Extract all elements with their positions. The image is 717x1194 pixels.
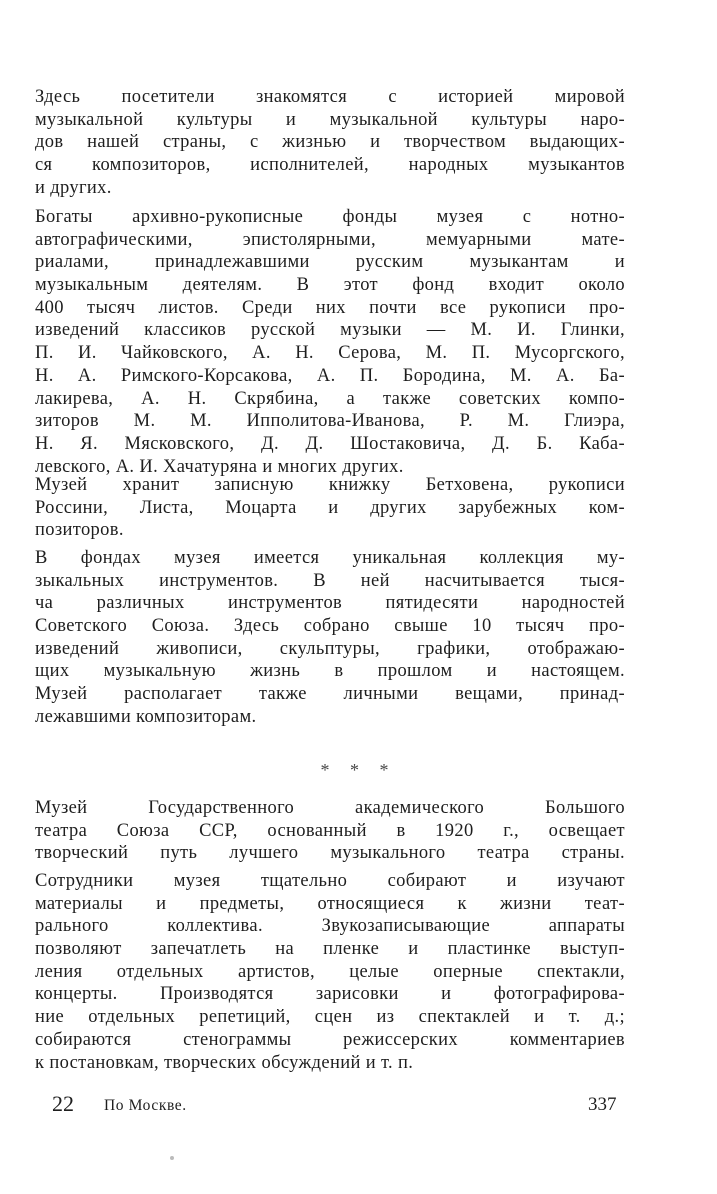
text-line: Н. А. Римского-Корсакова, А. П. Бородина, М. А. Ба- (35, 365, 625, 386)
text-line: ние отдельных репетиций, сцен из спектаклей и т. д.; (35, 1007, 625, 1028)
text-line: зиторов М. М. Ипполитова-Иванова, Р. М. Глиэра, (35, 411, 625, 432)
text-line: риалами, принадлежавшими русским музыкантам и (35, 252, 625, 273)
text-line: к постановкам, творческих обсуждений и т. п. (35, 1052, 414, 1073)
text-line: Россини, Листа, Моцарта и других зарубежных ком- (35, 497, 625, 518)
running-head: По Москве. (104, 1097, 187, 1114)
text-line: автографическими, эпистолярными, мемуарными мате- (35, 229, 625, 250)
text-line: лакирева, А. Н. Скрябина, а также советских компо- (35, 388, 625, 409)
page-number-right: 337 (588, 1094, 617, 1115)
text-line: позиторов. (35, 520, 124, 541)
text-line: изведений живописи, скульптуры, графики, отображаю- (35, 638, 625, 659)
text-line: Н. Я. Мясковского, Д. Д. Шостаковича, Д. Б. Каба- (35, 433, 625, 454)
text-line: Музей располагает также личными вещами, принад- (35, 684, 625, 705)
text-line: ления отдельных артистов, целые оперные спектакли, (35, 961, 625, 982)
text-line: материалы и предметы, относящиеся к жизни теат- (35, 893, 625, 914)
paragraph-visitors (35, 86, 625, 199)
text-line: рального коллектива. Звукозаписывающие аппараты (35, 916, 625, 937)
text-line: В фондах музея имеется уникальная коллекция му- (35, 548, 625, 568)
text-line: дов нашей страны, с жизнью и творчеством выдающих- (35, 132, 625, 153)
text-line: лежавшими композиторам. (35, 706, 257, 727)
text-line: музыкальным деятелям. В этот фонд входит около (35, 275, 625, 296)
text-line: Музей хранит записную книжку Бетховена, рукописи (35, 475, 625, 495)
text-line: позволяют запечатлеть на пленке и пластинке выступ- (35, 939, 625, 960)
text-line: щих музыкальную жизнь в прошлом и настоящем. (35, 661, 625, 682)
text-line: Богаты архивно-рукописные фонды музея с нотно- (35, 207, 625, 227)
paragraph-museum-staff (35, 870, 625, 1074)
text-line: творческий путь лучшего музыкального театра страны. (35, 843, 625, 864)
text-line: Советского Союза. Здесь собрано свыше 10 тысяч про- (35, 616, 625, 637)
text-line: изведений классиков русской музыки — М. И. Глинки, (35, 320, 625, 341)
text-line: собираются стенограммы режиссерских комментариев (35, 1029, 625, 1050)
text-line: П. И. Чайковского, А. Н. Серова, М. П. Мусоргского, (35, 343, 625, 364)
text-line: и других. (35, 177, 112, 198)
text-line: ча различных инструментов пятидесяти народностей (35, 593, 625, 614)
paragraph-beethoven-notebook (35, 474, 625, 542)
text-line: ся композиторов, исполнителей, народных музыкантов (35, 155, 625, 176)
text-line: Здесь посетители знакомятся с историей мировой (35, 87, 625, 107)
text-line: музыкальной культуры и музыкальной культуры наро- (35, 109, 625, 130)
text-line: Сотрудники музея тщательно собирают и изучают (35, 871, 625, 891)
page-number-left: 22 (52, 1091, 74, 1116)
text-line: Музей Государственного академического Большого (35, 798, 625, 818)
text-line: театра Союза ССР, основанный в 1920 г., освещает (35, 820, 625, 841)
paragraph-bolshoi-museum (35, 797, 625, 865)
paragraph-instruments-collection (35, 547, 625, 729)
paper-speck (170, 1156, 174, 1160)
text-line: зыкальных инструментов. В ней насчитывается тыся- (35, 570, 625, 591)
paragraph-archive-funds (35, 206, 625, 478)
text-line: 400 тысяч листов. Среди них почти все рукописи про- (35, 297, 625, 318)
section-divider-asterisks: * * * (320, 760, 397, 780)
text-line: левского, А. И. Хачатуряна и многих других. (35, 456, 404, 477)
text-line: концерты. Производятся зарисовки и фотографирова- (35, 984, 625, 1005)
